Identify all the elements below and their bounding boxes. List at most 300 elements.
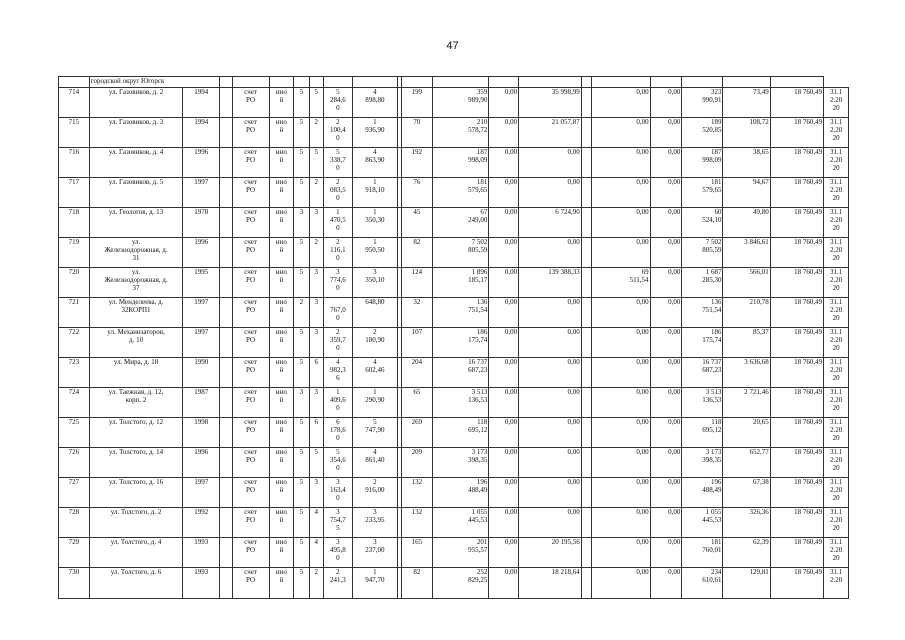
cell-address: ул. Мира, д. 18 bbox=[89, 358, 182, 388]
cell-cost-total: 181 579,65 bbox=[432, 178, 489, 208]
cell-row-number: 722 bbox=[59, 328, 90, 358]
cell-municipal-funds: 0,00 bbox=[650, 178, 682, 208]
cell-fund-balance: 0,00 bbox=[489, 88, 519, 118]
cell-blank-a bbox=[220, 238, 232, 268]
cell-category: ино й bbox=[269, 268, 294, 298]
cell-owners-funds: 6 724,90 bbox=[519, 208, 582, 238]
cell-blank-c bbox=[581, 298, 591, 328]
cell-cost-per-sqm: 2 721,46 bbox=[723, 388, 770, 418]
cell-deadline: 31.1 2.20 20 bbox=[824, 508, 849, 538]
cell-other-funds: 0,00 bbox=[592, 148, 651, 178]
cell-blank-a bbox=[220, 358, 232, 388]
cell-limit-cost: 18 760,49 bbox=[770, 418, 823, 448]
cell-cost-per-sqm: 566,01 bbox=[723, 268, 770, 298]
cell-total-area: 2 116,1 0 bbox=[323, 238, 352, 268]
cell-blank-c bbox=[581, 448, 591, 478]
cell-blank-c bbox=[581, 508, 591, 538]
cell-deadline: 31.1 2.20 20 bbox=[824, 268, 849, 298]
cell-account-type: счет РО bbox=[232, 448, 269, 478]
cell-blank-a bbox=[220, 568, 232, 599]
cell-total-area: 3 754,7 5 bbox=[323, 508, 352, 538]
cell-living-area: 4 602,46 bbox=[352, 358, 397, 388]
cell-account-type: счет РО bbox=[232, 388, 269, 418]
cell-deadline: 31.1 2.20 20 bbox=[824, 418, 849, 448]
cell-address: ул. Толстого, д. 16 bbox=[89, 478, 182, 508]
cell-residents: 199 bbox=[402, 88, 433, 118]
table-row bbox=[59, 418, 849, 448]
cell-fund-balance: 0,00 bbox=[489, 238, 519, 268]
cell-cost-total: 67 249,00 bbox=[432, 208, 489, 238]
cell-entrances: 2 bbox=[309, 238, 323, 268]
cell-municipal-funds: 0,00 bbox=[650, 208, 682, 238]
cell-floors: 5 bbox=[294, 148, 309, 178]
cell-living-area: 1 950,50 bbox=[352, 238, 397, 268]
cell-fund-balance: 0,00 bbox=[489, 478, 519, 508]
cell-blank-a bbox=[220, 268, 232, 298]
cell-cost-total: 136 751,54 bbox=[432, 298, 489, 328]
cell-other-funds: 0,00 bbox=[592, 478, 651, 508]
cell-entrances: 3 bbox=[309, 208, 323, 238]
cell-other-funds: 0,00 bbox=[592, 178, 651, 208]
cell-other-funds: 0,00 bbox=[592, 88, 651, 118]
cell-address: ул. Менделеева, д. 32КОРП1 bbox=[89, 298, 182, 328]
cell-limit-cost: 18 760,49 bbox=[770, 178, 823, 208]
cell-year: 1992 bbox=[183, 508, 220, 538]
cell-residents: 192 bbox=[402, 148, 433, 178]
cell-limit-cost: 18 760,49 bbox=[770, 568, 823, 599]
cell-living-area: 3 233,95 bbox=[352, 508, 397, 538]
cell-account-type: счет РО bbox=[232, 508, 269, 538]
cell-fund-balance: 0,00 bbox=[489, 388, 519, 418]
cell-residents: 132 bbox=[402, 478, 433, 508]
table-row bbox=[59, 388, 849, 418]
cell-address: ул. Толстого, д. 12 bbox=[89, 418, 182, 448]
cell-blank-c bbox=[581, 118, 591, 148]
cell-cost-remaining: 323 990,91 bbox=[682, 88, 723, 118]
cell-municipal-funds: 0,00 bbox=[650, 388, 682, 418]
cell-total-area: 5 284,6 0 bbox=[323, 88, 352, 118]
cell-account-type: счет РО bbox=[232, 208, 269, 238]
cell-category: ино й bbox=[269, 478, 294, 508]
cell-fund-balance: 0,00 bbox=[489, 508, 519, 538]
cell-fund-balance: 0,00 bbox=[489, 328, 519, 358]
cell-residents: 70 bbox=[402, 118, 433, 148]
cell-municipal-funds: 0,00 bbox=[650, 118, 682, 148]
cell-other-funds: 0,00 bbox=[592, 388, 651, 418]
cell-cost-remaining: 196 488,49 bbox=[682, 478, 723, 508]
cell-cost-per-sqm: 49,80 bbox=[723, 208, 770, 238]
cell-living-area: 1 918,10 bbox=[352, 178, 397, 208]
cell-category: ино й bbox=[269, 508, 294, 538]
cell-entrances: 3 bbox=[309, 388, 323, 418]
cell-living-area: 2 180,90 bbox=[352, 328, 397, 358]
cell-entrances: 2 bbox=[309, 568, 323, 599]
cell-entrances: 4 bbox=[309, 538, 323, 568]
cell-blank-a bbox=[220, 328, 232, 358]
cell-year: 1995 bbox=[183, 268, 220, 298]
cell-account-type: счет РО bbox=[232, 238, 269, 268]
cell-address: ул. Газовиков, д. 2 bbox=[89, 88, 182, 118]
cell-account-type: счет РО bbox=[232, 148, 269, 178]
cell-category: ино й bbox=[269, 118, 294, 148]
cell-category: ино й bbox=[269, 328, 294, 358]
region-row-empty-cell bbox=[59, 77, 90, 88]
cell-floors: 5 bbox=[294, 568, 309, 599]
cell-blank-c bbox=[581, 538, 591, 568]
cell-category: ино й bbox=[269, 298, 294, 328]
cell-blank-c bbox=[581, 178, 591, 208]
cell-year: 1997 bbox=[183, 298, 220, 328]
cell-owners-funds: 18 218,64 bbox=[519, 568, 582, 599]
cell-deadline: 31.1 2.20 20 bbox=[824, 478, 849, 508]
cell-cost-total: 196 488,49 bbox=[432, 478, 489, 508]
cell-blank-a bbox=[220, 118, 232, 148]
cell-municipal-funds: 0,00 bbox=[650, 88, 682, 118]
cell-floors: 5 bbox=[294, 448, 309, 478]
cell-floors: 2 bbox=[294, 298, 309, 328]
cell-owners-funds: 35 998,99 bbox=[519, 88, 582, 118]
cell-living-area: 5 747,90 bbox=[352, 418, 397, 448]
cell-year: 1997 bbox=[183, 328, 220, 358]
cell-residents: 107 bbox=[402, 328, 433, 358]
cell-category: ино й bbox=[269, 178, 294, 208]
cell-row-number: 723 bbox=[59, 358, 90, 388]
cell-entrances: 5 bbox=[309, 448, 323, 478]
cell-deadline: 31.1 2.20 20 bbox=[824, 328, 849, 358]
region-label: городской округ Югорск bbox=[89, 77, 219, 88]
cell-cost-remaining: 7 502 805,59 bbox=[682, 238, 723, 268]
cell-other-funds: 0,00 bbox=[592, 418, 651, 448]
cell-limit-cost: 18 760,49 bbox=[770, 118, 823, 148]
cell-row-number: 716 bbox=[59, 148, 90, 178]
cell-address: ул. Таежная, д. 12, корп. 2 bbox=[89, 388, 182, 418]
cell-other-funds: 0,00 bbox=[592, 328, 651, 358]
cell-cost-total: 1 055 445,53 bbox=[432, 508, 489, 538]
cell-limit-cost: 18 760,49 bbox=[770, 358, 823, 388]
table-row bbox=[59, 358, 849, 388]
cell-row-number: 717 bbox=[59, 178, 90, 208]
cell-entrances: 3 bbox=[309, 478, 323, 508]
cell-living-area: 1 290,90 bbox=[352, 388, 397, 418]
cell-row-number: 725 bbox=[59, 418, 90, 448]
cell-entrances: 3 bbox=[309, 328, 323, 358]
cell-year: 1994 bbox=[183, 88, 220, 118]
cell-municipal-funds: 0,00 bbox=[650, 568, 682, 599]
cell-address: ул. Газовиков, д. 3 bbox=[89, 118, 182, 148]
cell-blank-c bbox=[581, 418, 591, 448]
cell-residents: 76 bbox=[402, 178, 433, 208]
cell-deadline: 31.1 2.20 20 bbox=[824, 148, 849, 178]
cell-blank-a bbox=[220, 178, 232, 208]
cell-fund-balance: 0,00 bbox=[489, 418, 519, 448]
cell-deadline: 31.1 2.20 20 bbox=[824, 208, 849, 238]
cell-limit-cost: 18 760,49 bbox=[770, 208, 823, 238]
cell-owners-funds: 0,00 bbox=[519, 418, 582, 448]
cell-floors: 5 bbox=[294, 358, 309, 388]
cell-fund-balance: 0,00 bbox=[489, 538, 519, 568]
cell-cost-per-sqm: 326,36 bbox=[723, 508, 770, 538]
cell-cost-remaining: 3 173 398,35 bbox=[682, 448, 723, 478]
cell-year: 1997 bbox=[183, 178, 220, 208]
cell-total-area: 2 241,3 bbox=[323, 568, 352, 599]
cell-total-area: 2 083,5 0 bbox=[323, 178, 352, 208]
cell-living-area: 3 350,10 bbox=[352, 268, 397, 298]
cell-cost-total: 187 998,09 bbox=[432, 148, 489, 178]
cell-floors: 5 bbox=[294, 268, 309, 298]
cell-other-funds: 0,00 bbox=[592, 298, 651, 328]
cell-total-area: 4 982,3 6 bbox=[323, 358, 352, 388]
table-row bbox=[59, 208, 849, 238]
cell-floors: 5 bbox=[294, 538, 309, 568]
cell-blank-a bbox=[220, 538, 232, 568]
cell-blank-a bbox=[220, 148, 232, 178]
cell-cost-total: 1 896 185,17 bbox=[432, 268, 489, 298]
cell-year: 1978 bbox=[183, 208, 220, 238]
cell-entrances: 4 bbox=[309, 508, 323, 538]
cell-total-area: 1 409,6 0 bbox=[323, 388, 352, 418]
cell-blank-a bbox=[220, 508, 232, 538]
cell-cost-total: 3 173 398,35 bbox=[432, 448, 489, 478]
cell-deadline: 31.1 2.20 20 bbox=[824, 358, 849, 388]
cell-living-area: 2 916,00 bbox=[352, 478, 397, 508]
cell-other-funds: 0,00 bbox=[592, 208, 651, 238]
cell-fund-balance: 0,00 bbox=[489, 568, 519, 599]
cell-deadline: 31.1 2.20 20 bbox=[824, 388, 849, 418]
cell-year: 1996 bbox=[183, 148, 220, 178]
cell-cost-per-sqm: 85,37 bbox=[723, 328, 770, 358]
cell-row-number: 730 bbox=[59, 568, 90, 599]
cell-blank-c bbox=[581, 148, 591, 178]
cell-row-number: 714 bbox=[59, 88, 90, 118]
cell-total-area: 5 338,7 0 bbox=[323, 148, 352, 178]
table-row bbox=[59, 568, 849, 599]
cell-municipal-funds: 0,00 bbox=[650, 238, 682, 268]
cell-account-type: счет РО bbox=[232, 298, 269, 328]
housing-registry-table bbox=[58, 76, 849, 599]
cell-address: ул. Железнодорожная, д. 37 bbox=[89, 268, 182, 298]
cell-cost-total: 252 829,25 bbox=[432, 568, 489, 599]
cell-owners-funds: 0,00 bbox=[519, 298, 582, 328]
cell-cost-remaining: 181 760,01 bbox=[682, 538, 723, 568]
table-row bbox=[59, 268, 849, 298]
cell-total-area: 3 495,8 0 bbox=[323, 538, 352, 568]
cell-municipal-funds: 0,00 bbox=[650, 148, 682, 178]
cell-floors: 5 bbox=[294, 238, 309, 268]
cell-fund-balance: 0,00 bbox=[489, 148, 519, 178]
cell-municipal-funds: 0,00 bbox=[650, 358, 682, 388]
cell-total-area: 2 359,7 0 bbox=[323, 328, 352, 358]
cell-category: ино й bbox=[269, 358, 294, 388]
cell-floors: 5 bbox=[294, 508, 309, 538]
cell-year: 1997 bbox=[183, 478, 220, 508]
cell-account-type: счет РО bbox=[232, 328, 269, 358]
cell-address: ул. Толстого, д. 2 bbox=[89, 508, 182, 538]
cell-other-funds: 0,00 bbox=[592, 538, 651, 568]
cell-cost-total: 201 955,57 bbox=[432, 538, 489, 568]
cell-deadline: 31.1 2.20 20 bbox=[824, 238, 849, 268]
cell-blank-a bbox=[220, 418, 232, 448]
cell-row-number: 726 bbox=[59, 448, 90, 478]
cell-account-type: счет РО bbox=[232, 418, 269, 448]
cell-other-funds: 0,00 bbox=[592, 508, 651, 538]
cell-entrances: 6 bbox=[309, 418, 323, 448]
cell-cost-remaining: 3 513 136,53 bbox=[682, 388, 723, 418]
cell-year: 1996 bbox=[183, 238, 220, 268]
cell-total-area: 6 178,6 0 bbox=[323, 418, 352, 448]
cell-category: ино й bbox=[269, 418, 294, 448]
cell-other-funds: 0,00 bbox=[592, 568, 651, 599]
cell-municipal-funds: 0,00 bbox=[650, 508, 682, 538]
cell-limit-cost: 18 760,49 bbox=[770, 388, 823, 418]
cell-fund-balance: 0,00 bbox=[489, 178, 519, 208]
cell-address: ул. Железнодорожная, д. 31 bbox=[89, 238, 182, 268]
cell-blank-c bbox=[581, 88, 591, 118]
cell-limit-cost: 18 760,49 bbox=[770, 538, 823, 568]
cell-municipal-funds: 0,00 bbox=[650, 298, 682, 328]
cell-blank-c bbox=[581, 358, 591, 388]
cell-category: ино й bbox=[269, 448, 294, 478]
cell-living-area: 1 947,70 bbox=[352, 568, 397, 599]
cell-cost-total: 118 695,12 bbox=[432, 418, 489, 448]
cell-cost-per-sqm: 3 846,61 bbox=[723, 238, 770, 268]
cell-floors: 3 bbox=[294, 388, 309, 418]
cell-entrances: 5 bbox=[309, 148, 323, 178]
cell-other-funds: 0,00 bbox=[592, 358, 651, 388]
table-row bbox=[59, 448, 849, 478]
table-row bbox=[59, 298, 849, 328]
cell-cost-remaining: 234 610,61 bbox=[682, 568, 723, 599]
cell-row-number: 719 bbox=[59, 238, 90, 268]
table-row bbox=[59, 328, 849, 358]
cell-owners-funds: 0,00 bbox=[519, 508, 582, 538]
cell-address: ул. Толстого, д. 14 bbox=[89, 448, 182, 478]
cell-floors: 3 bbox=[294, 208, 309, 238]
cell-year: 1993 bbox=[183, 538, 220, 568]
cell-address: ул. Толстого, д. 6 bbox=[89, 568, 182, 599]
cell-other-funds: 69 511,54 bbox=[592, 268, 651, 298]
cell-fund-balance: 0,00 bbox=[489, 268, 519, 298]
table-row bbox=[59, 238, 849, 268]
cell-living-area: 1 350,30 bbox=[352, 208, 397, 238]
cell-cost-per-sqm: 62,39 bbox=[723, 538, 770, 568]
cell-cost-remaining: 181 579,65 bbox=[682, 178, 723, 208]
cell-cost-remaining: 60 524,10 bbox=[682, 208, 723, 238]
cell-cost-remaining: 16 737 687,23 bbox=[682, 358, 723, 388]
cell-address: ул. Толстого, д. 4 bbox=[89, 538, 182, 568]
cell-deadline: 31.1 2.20 20 bbox=[824, 118, 849, 148]
cell-category: ино й bbox=[269, 208, 294, 238]
cell-blank-c bbox=[581, 238, 591, 268]
cell-residents: 82 bbox=[402, 568, 433, 599]
table-row bbox=[59, 538, 849, 568]
cell-deadline: 31.1 2.20 bbox=[824, 568, 849, 599]
cell-year: 1994 bbox=[183, 118, 220, 148]
cell-row-number: 727 bbox=[59, 478, 90, 508]
cell-floors: 5 bbox=[294, 478, 309, 508]
cell-floors: 5 bbox=[294, 418, 309, 448]
cell-deadline: 31.1 2.20 20 bbox=[824, 178, 849, 208]
cell-row-number: 729 bbox=[59, 538, 90, 568]
cell-residents: 124 bbox=[402, 268, 433, 298]
cell-cost-total: 3 513 136,53 bbox=[432, 388, 489, 418]
cell-cost-remaining: 1 055 445,53 bbox=[682, 508, 723, 538]
cell-address: ул. Геологов, д. 13 bbox=[89, 208, 182, 238]
cell-residents: 209 bbox=[402, 448, 433, 478]
cell-cost-remaining: 1 687 285,30 bbox=[682, 268, 723, 298]
table-row bbox=[59, 178, 849, 208]
cell-municipal-funds: 0,00 bbox=[650, 478, 682, 508]
cell-cost-remaining: 187 998,09 bbox=[682, 148, 723, 178]
cell-fund-balance: 0,00 bbox=[489, 298, 519, 328]
cell-residents: 32 bbox=[402, 298, 433, 328]
cell-row-number: 718 bbox=[59, 208, 90, 238]
cell-account-type: счет РО bbox=[232, 568, 269, 599]
cell-category: ино й bbox=[269, 88, 294, 118]
cell-category: ино й bbox=[269, 568, 294, 599]
cell-row-number: 720 bbox=[59, 268, 90, 298]
cell-category: ино й bbox=[269, 148, 294, 178]
cell-address: ул. Механизаторов, д. 10 bbox=[89, 328, 182, 358]
cell-residents: 45 bbox=[402, 208, 433, 238]
cell-limit-cost: 18 760,49 bbox=[770, 328, 823, 358]
cell-account-type: счет РО bbox=[232, 268, 269, 298]
cell-cost-per-sqm: 20,65 bbox=[723, 418, 770, 448]
cell-blank-a bbox=[220, 448, 232, 478]
cell-year: 1996 bbox=[183, 448, 220, 478]
cell-living-area: 3 237,00 bbox=[352, 538, 397, 568]
cell-deadline: 31.1 2.20 20 bbox=[824, 298, 849, 328]
cell-year: 1990 bbox=[183, 358, 220, 388]
cell-living-area: 648,80 bbox=[352, 298, 397, 328]
cell-cost-per-sqm: 94,67 bbox=[723, 178, 770, 208]
cell-cost-per-sqm: 210,78 bbox=[723, 298, 770, 328]
cell-floors: 5 bbox=[294, 118, 309, 148]
cell-account-type: счет РО bbox=[232, 118, 269, 148]
cell-cost-total: 16 737 687,23 bbox=[432, 358, 489, 388]
cell-deadline: 31.1 2.20 20 bbox=[824, 88, 849, 118]
cell-deadline: 31.1 2.20 20 bbox=[824, 538, 849, 568]
cell-residents: 204 bbox=[402, 358, 433, 388]
cell-residents: 65 bbox=[402, 388, 433, 418]
cell-limit-cost: 18 760,49 bbox=[770, 268, 823, 298]
cell-category: ино й bbox=[269, 388, 294, 418]
cell-fund-balance: 0,00 bbox=[489, 118, 519, 148]
cell-municipal-funds: 0,00 bbox=[650, 418, 682, 448]
table-row bbox=[59, 508, 849, 538]
cell-owners-funds: 139 388,33 bbox=[519, 268, 582, 298]
cell-cost-total: 7 502 805,59 bbox=[432, 238, 489, 268]
cell-municipal-funds: 0,00 bbox=[650, 268, 682, 298]
table-row bbox=[59, 118, 849, 148]
cell-row-number: 724 bbox=[59, 388, 90, 418]
cell-other-funds: 0,00 bbox=[592, 448, 651, 478]
region-row bbox=[59, 77, 849, 88]
cell-total-area: 767,0 0 bbox=[323, 298, 352, 328]
cell-deadline: 31.1 2.20 20 bbox=[824, 448, 849, 478]
cell-living-area: 4 898,80 bbox=[352, 88, 397, 118]
page-number: 47 bbox=[446, 40, 459, 52]
cell-row-number: 721 bbox=[59, 298, 90, 328]
cell-limit-cost: 18 760,49 bbox=[770, 148, 823, 178]
cell-year: 1987 bbox=[183, 388, 220, 418]
cell-floors: 5 bbox=[294, 88, 309, 118]
cell-cost-per-sqm: 67,38 bbox=[723, 478, 770, 508]
cell-owners-funds: 0,00 bbox=[519, 148, 582, 178]
cell-category: ино й bbox=[269, 238, 294, 268]
cell-account-type: счет РО bbox=[232, 88, 269, 118]
cell-owners-funds: 0,00 bbox=[519, 178, 582, 208]
cell-address: ул. Газовиков, д. 5 bbox=[89, 178, 182, 208]
